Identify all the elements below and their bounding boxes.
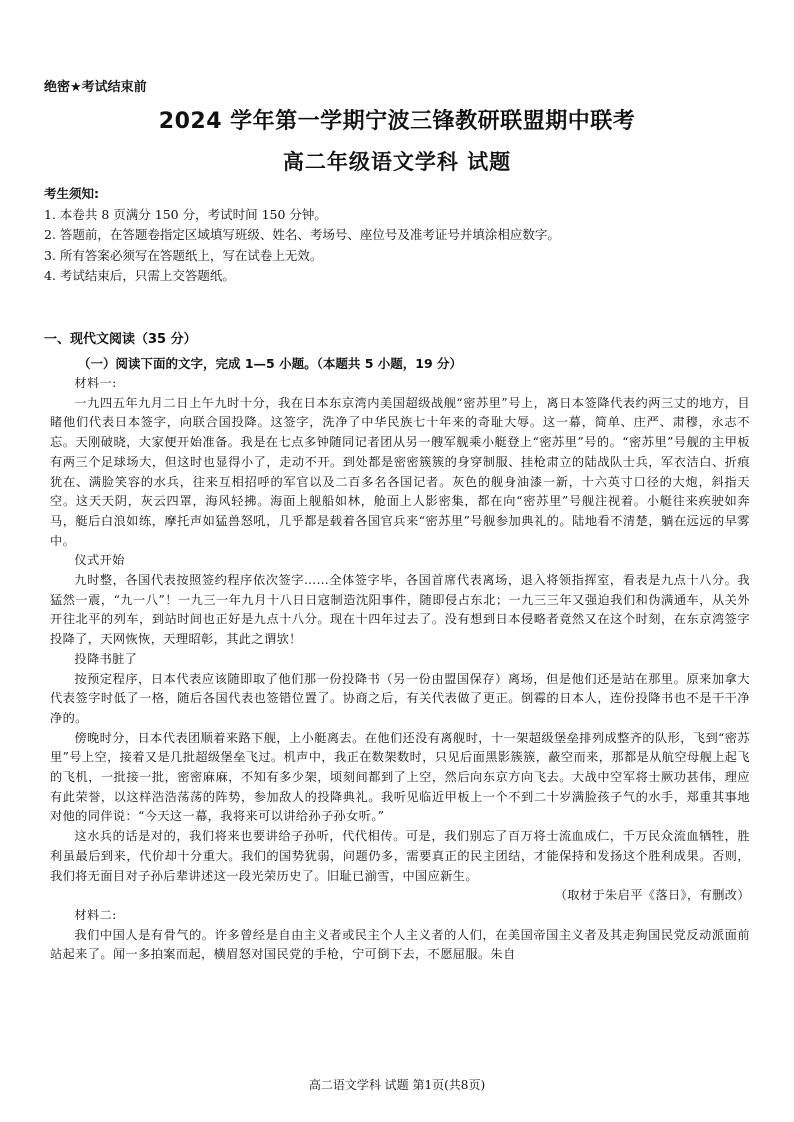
- notice-item: 1. 本卷共 8 页满分 150 分，考试时间 150 分钟。: [44, 206, 327, 222]
- page-footer: 高二语文学科 试题 第1页(共8页): [308, 1078, 486, 1092]
- subheading: 投降书脏了: [74, 651, 138, 666]
- section-title: 一、现代文阅读（35 分）: [44, 332, 197, 347]
- confidential-label: 绝密★考试结束前: [44, 80, 147, 95]
- subheading: 仪式开始: [74, 553, 125, 568]
- notice-item: 3. 所有答案必须写在答题纸上，写在试卷上无效。: [44, 247, 323, 263]
- material-label: 材料二:: [74, 907, 117, 922]
- paragraph: 九时整，各国代表按照签约程序依次签字……全体签字毕，各国首席代表离场，退入将领指挥室，看表是九点十八分。我猛然一震，“九一八”！一九三一年九月十八日日寇制造沈阳事件，随即侵占东北；一九三三年又强迫我们和伪满通车，从关外开往北平的列车，到站时间也正好是九点十八分。现在十四年过去了。没有想到日本侵略者竟然又在这个时刻，在东京湾签字投降了，天网恢恢，天理昭彰，其此之谓欤！: [50, 573, 750, 647]
- paragraph: 傍晚时分，日本代表团顺着来路下舰，上小艇离去。在他们还没有离舰时，十一架超级堡垒排列成整齐的队形，飞到“密苏里”号上空，接着又是几批超级堡垒飞过。机声中，我正在数架数时，只见后面黑影簇簇，蔽空而来，那都是从航空母舰上起飞的飞机，一批接一批，密密麻麻，不知有多少架，顷刻间都到了上空，然后向东京方向飞去。大战中空军将士厥功甚伟，理应有此荣誉，以这样浩浩荡荡的阵势，参加敌人的投降典礼。我听见临近甲板上一个不到二十岁满脸孩子气的水手，郑重其事地对他的同伴说：“今天这一幕，我将来可以讲给孙子孙女听。”: [50, 730, 750, 824]
- paragraph: 按预定程序，日本代表应该随即取了他们那一份投降书（另一份由盟国保存）离场，但是他们还是站在那里。原来加拿大代表签字时低了一格，随后各国代表也签错位置了。协商之后，有关代表做了更正。倒霉的日本人，连份投降书也不是干干净净的。: [50, 671, 750, 725]
- paragraph: 这水兵的话是对的，我们将来也要讲给子孙听，代代相传。可是，我们别忘了百万将士流血成仁，千万民众流血牺牲，胜利虽最后到来，代价却十分重大。我们的国势犹弱，问题仍多，需要真正的民主团结，才能保持和发扬这个胜利成果。否则，我们将无面目对子孙后辈讲述这一段光荣历史了。旧耻已湔雪，中国应新生。: [50, 829, 750, 883]
- notice-item: 2. 答题前，在答题卷指定区域填写班级、姓名、考场号、座位号及准考证号并填涂相应数字。: [44, 227, 560, 242]
- exam-title: 2024 学年第一学期宁波三锋教研联盟期中联考: [158, 109, 636, 134]
- candidate-notice: [44, 184, 754, 287]
- subsection-title: （一）阅读下面的文字，完成 1—5 小题。（本题共 5 小题，19 分）: [78, 356, 462, 371]
- exam-subtitle: 高二年级语文学科 试题: [282, 150, 512, 174]
- notice-item: 4. 考试结束后，只需上交答题纸。: [44, 268, 235, 283]
- source-citation: （取材于朱启平《落日》，有删改）: [554, 888, 750, 903]
- paragraph: 一九四五年九月二日上午九时十分，我在日本东京湾内美国超级战舰“密苏里”号上，离日本签降代表约两三丈的地方，目睹他们代表日本签字，向联合国投降。这签字，洗净了中华民族七十年来的奇耻大辱。这一幕，简单、庄严、肃穆，永志不忘。天刚破晓，大家便开始准备。我是在七点多钟随同记者团从另一艘军舰乘小艇登上“密苏里”号的。“密苏里”号舰的主甲板有两三个足球场大，但这时也显得小了，走动不开。到处都是密密簇簇的身穿制服、挂枪肃立的陆战队士兵，军衣洁白、折痕犹在、满脸笑容的水兵，往来互相招呼的军官以及二百多名各国记者。灰色的舰身油漆一新，十六英寸口径的大炮，斜指天空。这天天阴，灰云四罩，海风轻拂。海面上舰船如林，舱面上人影密集，都在向“密苏里”号舰注视着。小艇往来疾驶如奔马，艇后白浪如练，摩托声如猛兽怒吼，几乎都是载着各国官兵来“密苏里”号舰参加典礼的。陆地看不清楚，躺在远远的早雾中。: [50, 395, 750, 548]
- material-label: 材料一:: [74, 376, 117, 390]
- reading-passage: [50, 374, 750, 965]
- paragraph: 我们中国人是有骨气的。许多曾经是自由主义者或民主个人主义者的人们，在美国帝国主义者及其走狗国民党反动派面前站起来了。闻一多拍案而起，横眉怒对国民党的手枪，宁可倒下去，不愿屈服。朱自: [50, 927, 750, 962]
- notice-heading: 考生须知:: [44, 186, 99, 201]
